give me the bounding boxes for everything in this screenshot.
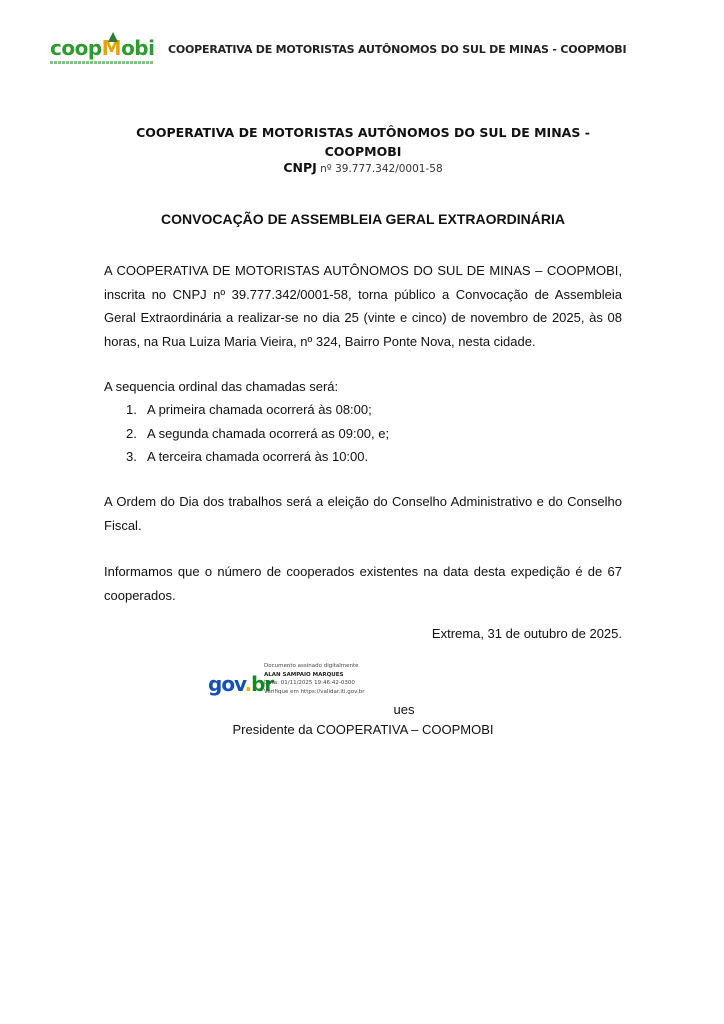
paragraph-agenda: A Ordem do Dia dos trabalhos será a eleição do Conselho Administrativo e do Conselho Fiscal. [104,494,622,533]
tree-icon [108,32,118,42]
coopmobi-logo [46,24,158,76]
document-title: CONVOCAÇÃO DE ASSEMBLEIA GERAL EXTRAORDINÁRIA [161,211,565,227]
signature-info [264,662,364,696]
date-line: Extrema, 31 de outubro de 2025. [431,626,622,641]
paragraph-call-sequence: A sequencia ordinal das chamadas será: [104,379,339,394]
call-list [104,398,622,469]
logo-wordmark: coopMobi [50,36,155,60]
signature-verify: Verifique em https://validar.iti.gov.br [264,688,365,695]
cnpj-value: nº 39.777.342/0001-58 [320,163,443,175]
page-header [46,24,686,76]
cnpj-label: CNPJ [283,160,317,175]
signer-name-tail: ues [393,702,415,717]
org-name-line1: COOPERATIVA DE MOTORISTAS AUTÔNOMOS DO SUL DE MINAS - [136,125,590,140]
govbr-logo: gov.br [208,672,274,696]
paragraph-members-count: Informamos que o número de cooperados existentes na data desta expedição é de 67 cooperados. [104,564,622,603]
list-item: 1. A primeira chamada ocorrerá às 08:00; [126,402,372,417]
cnpj-line [104,160,622,175]
org-name-line2: COOPMOBI [324,144,402,159]
logo-tagline [50,61,154,64]
header-title: COOPERATIVA DE MOTORISTAS AUTÔNOMOS DO SUL DE MINAS - COOPMOBI [168,43,627,56]
list-item: 2. A segunda chamada ocorrerá as 09:00, e; [126,425,390,441]
signature-caption: Documento assinado digitalmente [264,663,359,669]
list-item: 3. A terceira chamada ocorrerá às 10:00. [126,449,369,464]
signer-role: Presidente da COOPERATIVA – COOPMOBI [232,722,494,737]
signer-name [300,702,460,718]
signature-date: Data: 01/11/2025 19:46:42-0300 [264,680,355,686]
paragraph-convocation: A COOPERATIVA DE MOTORISTAS AUTÔNOMOS DO SUL DE MINAS – COOPMOBI, inscrita no CNPJ nº 39.777.342/0001-58, torna público a Convocação de Assembleia Geral Extraordinária a realizar-se no dia 25 (vinte e cinco) de novembro de 2025, às 08 horas, na Rua Luiza Maria Vieira, nº 324, Bairro Ponte Nova, nesta cidade. [104,263,622,349]
signature-signer: ALAN SAMPAIO MARQUES [264,671,344,678]
org-name [104,123,622,161]
